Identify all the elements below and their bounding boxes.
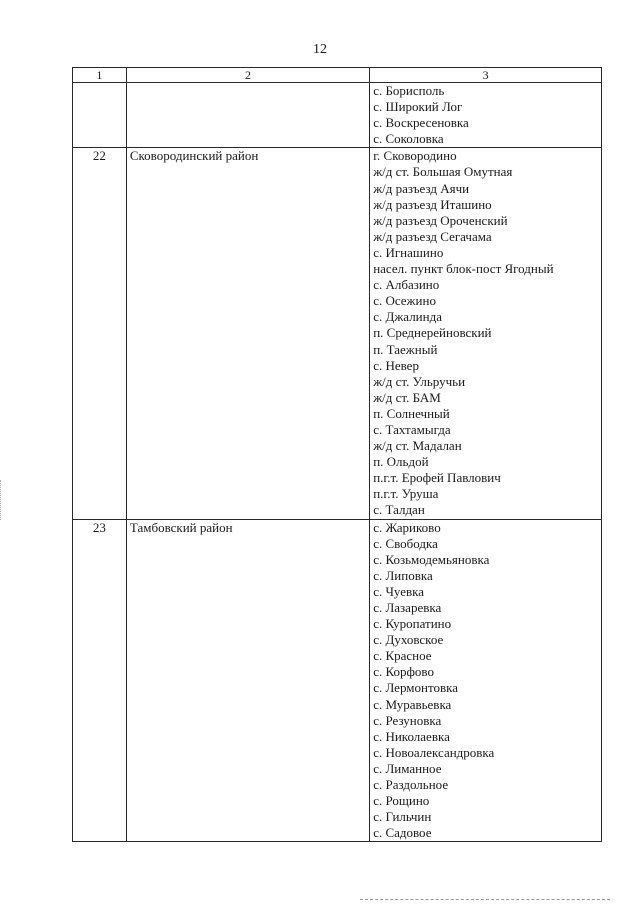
- table-row: [73, 148, 602, 519]
- settlement-item: ж/д разъезд Ороченский: [373, 212, 508, 228]
- settlement-item: с. Соколовка: [373, 131, 444, 147]
- settlement-item: с. Лермонтовка: [373, 680, 458, 696]
- table-header-row: [73, 68, 602, 83]
- settlement-item: с. Игнашино: [373, 244, 444, 260]
- settlement-item: ж/д ст. Ульручьи: [373, 373, 466, 389]
- settlement-item: с. Талдан: [373, 502, 425, 518]
- settlement-item: с. Жариково: [373, 519, 441, 535]
- settlement-item: п. Таежный: [373, 341, 438, 357]
- header-col-2: 2: [126, 68, 369, 83]
- district-name: [126, 83, 369, 148]
- settlement-item: с. Осежино: [373, 293, 436, 309]
- settlement-item: насел. пункт блок-пост Ягодный: [373, 261, 554, 277]
- settlement-item: с. Духовское: [373, 632, 444, 648]
- settlements-cell: [370, 148, 602, 519]
- header-col-3: 3: [370, 68, 602, 83]
- row-number: [73, 83, 127, 148]
- settlement-item: с. Лиманное: [373, 760, 442, 776]
- settlement-item: п.г.т. Уруша: [373, 486, 439, 502]
- settlement-item: с. Садовое: [373, 825, 432, 841]
- settlement-item: с. Красное: [373, 648, 432, 664]
- page-number: 12: [313, 42, 327, 57]
- settlement-item: ж/д разъезд Иташино: [373, 196, 492, 212]
- settlements-table: [72, 67, 602, 842]
- settlement-item: с. Албазино: [373, 277, 440, 293]
- settlement-item: с. Корфово: [373, 664, 434, 680]
- settlement-item: с. Муравьевка: [373, 696, 452, 712]
- settlement-item: с. Свободка: [373, 535, 438, 551]
- settlement-item: п.г.т. Ерофей Павлович: [373, 470, 501, 486]
- settlement-item: ж/д ст. Мадалан: [373, 438, 462, 454]
- settlements-cell: [370, 83, 602, 148]
- scan-artifact-marks: [0, 480, 3, 520]
- settlement-item: с. Борисполь: [373, 83, 445, 98]
- table-row: [73, 83, 602, 148]
- settlement-item: с. Куропатино: [373, 616, 452, 632]
- district-name: Сковородинский район: [126, 148, 369, 519]
- settlement-item: г. Сковородино: [373, 148, 457, 164]
- settlement-item: п. Солнечный: [373, 405, 450, 421]
- settlement-item: с. Тахтамыгда: [373, 421, 451, 437]
- settlement-item: с. Раздольное: [373, 777, 449, 793]
- settlement-item: с. Резуновка: [373, 712, 442, 728]
- settlement-item: ж/д разъезд Сегачама: [373, 228, 492, 244]
- settlement-item: ж/д разъезд Аячи: [373, 180, 470, 196]
- settlement-item: с. Лазаревка: [373, 600, 442, 615]
- row-number: 22: [73, 148, 127, 519]
- header-col-1: 1: [73, 68, 127, 83]
- settlement-item: с. Джалинда: [373, 309, 442, 325]
- settlement-item: с. Рощино: [373, 793, 430, 809]
- settlement-item: с. Липовка: [373, 567, 433, 583]
- settlement-item: с. Гильчин: [373, 809, 432, 825]
- settlements-cell: [370, 519, 602, 842]
- row-number: 23: [73, 519, 127, 842]
- settlement-item: с. Новоалександровка: [373, 744, 495, 760]
- settlement-item: п. Ольдой: [373, 454, 429, 470]
- settlement-item: п. Среднерейновский: [373, 325, 492, 341]
- table-row: [73, 519, 602, 842]
- scan-artifact-line: [360, 899, 610, 902]
- settlement-item: с. Николаевка: [373, 728, 450, 744]
- settlement-item: ж/д ст. БАМ: [373, 389, 441, 405]
- settlement-item: с. Широкий Лог: [373, 99, 463, 115]
- district-name: Тамбовский район: [126, 519, 369, 842]
- settlement-item: с. Козьмодемьяновка: [373, 551, 490, 567]
- settlement-item: с. Воскресеновка: [373, 115, 469, 131]
- settlement-item: ж/д ст. Большая Омутная: [373, 164, 513, 180]
- settlement-item: с. Невер: [373, 357, 419, 373]
- settlement-item: с. Чуевка: [373, 583, 425, 599]
